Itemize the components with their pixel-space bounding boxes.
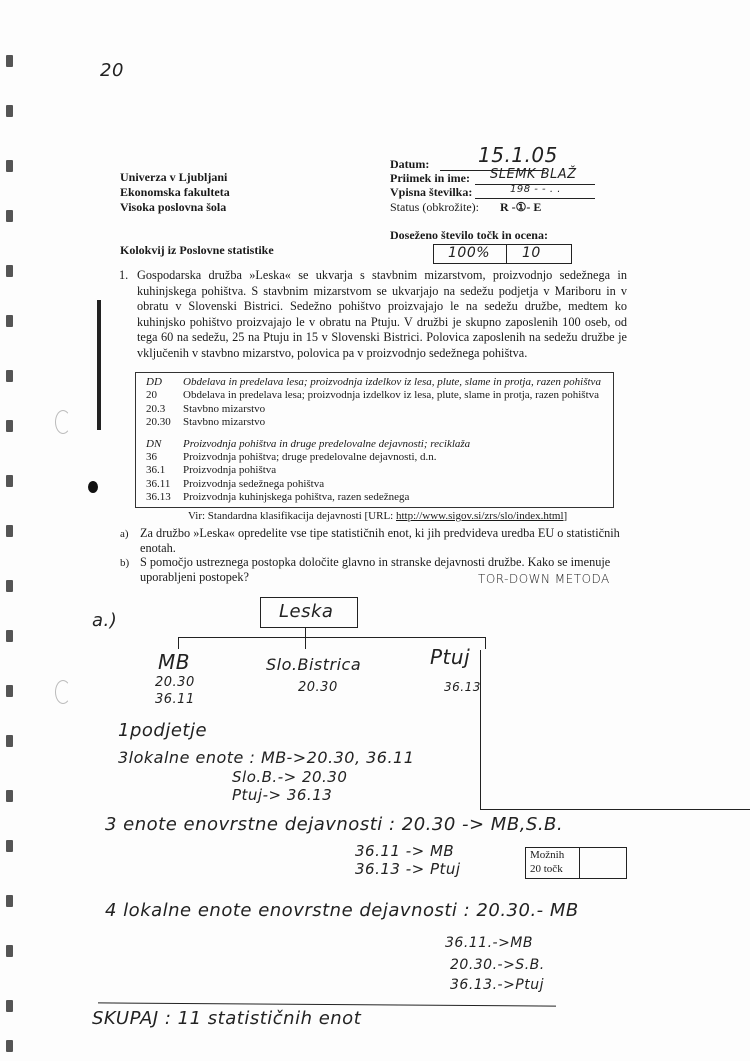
grade: 10 <box>522 245 541 261</box>
lkau-item: 36.11.->MB <box>445 935 533 951</box>
local-unit: Ptuj-> 36.13 <box>232 786 333 804</box>
margin-dot <box>88 481 98 493</box>
name-label: Priimek in ime: <box>390 171 470 185</box>
id-value: 198 - - . . <box>510 184 561 195</box>
enterprise-line: 1podjetje <box>118 720 208 741</box>
tree-root: Leska <box>279 601 334 622</box>
question-a-label: a) <box>120 528 129 540</box>
score-box <box>433 244 572 264</box>
lkau-title: 4 lokalne enote enovrstne dejavnosti : 20.30.- MB <box>105 900 579 921</box>
question-b-text: uporabljeni postopek? <box>140 570 249 584</box>
margin-circle <box>55 680 71 704</box>
score-label: Doseženo število točk in ocena: <box>390 228 548 242</box>
table-row: 20.3 Stavbno mizarstvo <box>146 402 266 415</box>
table-row: DD Obdelava in predelava lesa; proizvodnja izdelkov iz lesa, plute, slame in protja, razen pohištva <box>146 376 601 388</box>
table-row: 36.13 Proizvodnja kuhinjskega pohištva, razen sedežnega <box>146 491 410 504</box>
table-row: 36.11 Proizvodnja sedežnega pohištva <box>146 477 325 490</box>
status-label: Status (obkrožite): <box>390 200 479 214</box>
table-row: 20 Obdelava in predelava lesa; proizvodnja izdelkov iz lesa, plute, slame in protja, razen pohištva <box>146 389 600 402</box>
task-number: 1. <box>119 268 129 282</box>
total: SKUPAJ : 11 statističnih enot <box>92 1008 362 1029</box>
lkau-item: 20.30.->S.B. <box>450 957 545 973</box>
lkau-item: 36.13.->Ptuj <box>450 977 545 993</box>
institution-line: Ekonomska fakulteta <box>120 185 230 199</box>
part-label: a.) <box>92 610 118 631</box>
tree-node-code: 20.30 <box>155 675 195 690</box>
question-a-text: Za družbo »Leska« opredelite vse tipe statističnih enot, ki jih predvideva uredba EU o statističnih <box>140 526 620 540</box>
source-link[interactable]: http://www.sigov.si/zrs/slo/index.html <box>395 510 564 522</box>
question-b-label: b) <box>120 557 130 569</box>
tree-node-code: 36.13 <box>444 680 481 694</box>
classification-table <box>135 372 614 508</box>
institution-line: Visoka poslovna šola <box>120 200 227 214</box>
task-text: 1. Gospodarska družba »Leska« se ukvarja s stavbnim mizarstvom, proizvodnjo sedežnega in kuhinjskega pohištva. S stavbnim mizarstvom se ukvarjajo na sedežu podjetja v Mariboru in v obratu v Slovenski Bistrici. Sedežno pohištvo proizvajajo le na sedežu družbe, medtem ko kuhinjsko pohištvo proizvajajo le v obratu na Ptuju. V družbi je skupno zaposlenih 100 oseb, od tega 60 na sedežu, 25 na Ptuju in 15 v Slovenski Bistrici. Polovica zaposlenih na sedežu družbe je vključenih v stavbno mizarstvo, polovica pa v proizvodnjo sedežnega pohištva. <box>119 268 627 360</box>
date-label: Datum: <box>390 157 430 171</box>
tree-node-code: 20.30 <box>298 680 338 695</box>
status-value: R -①- E <box>500 200 542 214</box>
table-row: 36 Proizvodnja pohištva; druge predelovalne dejavnosti, d.n. <box>146 450 437 463</box>
margin-bar <box>97 300 101 430</box>
tree-node: Ptuj <box>430 645 471 669</box>
score-percent: 100% <box>448 245 491 261</box>
table-row: 36.1 Proizvodnja pohištva <box>146 464 277 477</box>
source-note: Vir: Standardna klasifikacija dejavnosti [URL: http://www.sigov.si/zrs/slo/index.html] <box>188 510 568 522</box>
table-row: DN Proizvodnja pohištva in druge predelovalne dejavnosti; reciklaža <box>146 437 471 450</box>
id-label: Vpisna številka: <box>390 185 473 199</box>
date-value: 15.1.05 <box>478 143 558 167</box>
tree-node-code: 36.11 <box>155 692 195 707</box>
question-a-text: enotah. <box>140 541 176 555</box>
points-label: Možnih <box>530 849 565 861</box>
kau-item: 36.11 -> MB <box>355 842 455 860</box>
table-row: 20.30 Stavbno mizarstvo <box>146 416 266 429</box>
points-box <box>525 847 627 879</box>
margin-circle <box>55 410 71 434</box>
tree-node: Slo.Bistrica <box>266 655 362 674</box>
name-value: SLEMK BLAŽ <box>490 167 577 182</box>
local-unit: Slo.B.-> 20.30 <box>232 768 348 786</box>
page-mark: 20 <box>100 60 124 81</box>
kau-item: 36.13 -> Ptuj <box>355 860 461 878</box>
sum-line <box>98 1002 556 1006</box>
kau-title: 3 enote enovrstne dejavnosti : 20.30 -> MB,S.B. <box>105 814 564 835</box>
method-answer: TOR-DOWN METODA <box>478 572 610 586</box>
points-label: 20 točk <box>530 863 563 875</box>
course-title: Kolokvij iz Poslovne statistike <box>120 243 274 257</box>
institution-line: Univerza v Ljubljani <box>120 170 228 184</box>
tree-root-box <box>260 597 358 628</box>
local-units-title: 3lokalne enote : MB->20.30, 36.11 <box>118 748 415 767</box>
tree-node: MB <box>158 650 190 674</box>
question-b-text: S pomočjo ustreznega postopka določite glavno in stranske dejavnosti družbe. Kako se imenuje <box>140 555 611 569</box>
